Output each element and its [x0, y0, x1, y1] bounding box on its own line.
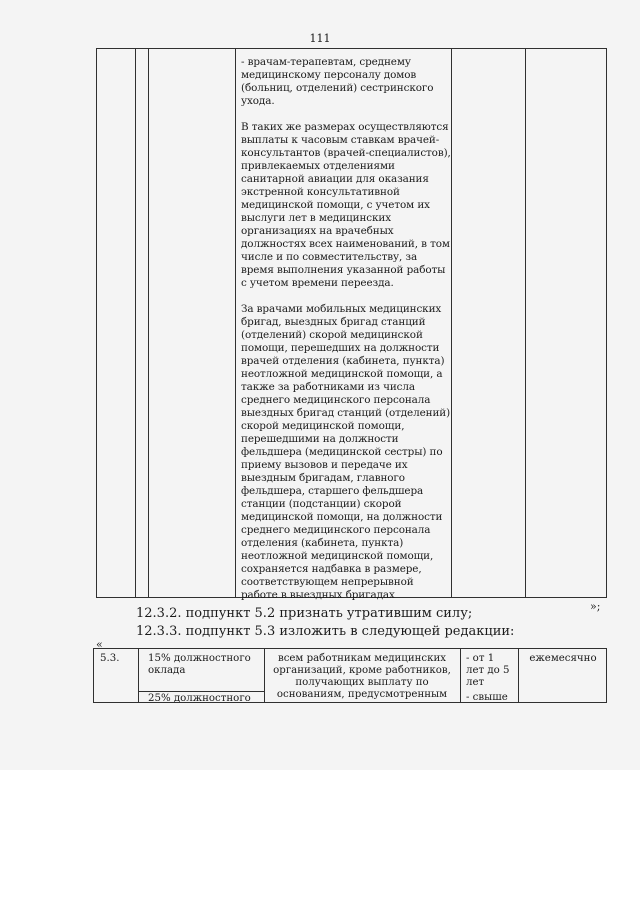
opening-quote: « — [96, 638, 103, 651]
cell-salary-15: 15% должностного оклада — [148, 653, 251, 676]
page-number: 111 — [309, 32, 331, 45]
closing-quote: »; — [590, 600, 601, 613]
column-divider — [264, 649, 265, 702]
column-divider — [138, 649, 139, 702]
table-new-edition — [93, 648, 607, 703]
row-divider — [139, 691, 265, 692]
column-divider — [525, 49, 526, 597]
column-divider — [135, 49, 136, 597]
column-divider — [235, 49, 236, 597]
paragraph-therapists: - врачам-терапевтам, среднему медицинскому персоналу домов (больниц, отделений) сестринского ухода. — [241, 56, 434, 107]
cell-item-number: 5.3. — [100, 653, 120, 664]
cell-period-1-5: - от 1 лет до 5 лет — [466, 653, 510, 688]
column-divider — [460, 649, 461, 702]
table-cell-description — [241, 56, 453, 602]
column-divider — [148, 49, 149, 597]
paragraph-consultants: В таких же размерах осуществляются выплаты к часовым ставкам врачей-консультантов (врачей-специалистов), привлекаемых отделениями санитарной авиации для оказания экстренной консультативной медицинской помощи, с учетом их выслуги лет в медицинских организациях на врачебных должностях всех наименований, в том числе и по совместительству, за время выполнения указанной работы с учетом времени переезда. — [241, 121, 451, 289]
item-12-3-3: 12.3.3. подпункт 5.3 изложить в следующей редакции: — [136, 624, 515, 639]
item-12-3-2: 12.3.2. подпункт 5.2 признать утратившим силу; — [136, 606, 473, 621]
cell-frequency: ежемесячно — [529, 653, 597, 664]
cell-salary-25: 25% должностного — [148, 693, 251, 703]
paragraph-mobile-brigades: За врачами мобильных медицинских бригад, выездных бригад станций (отделений) скорой медицинской помощи, перешедших на должности врачей отделения (кабинета, пункта) неотложной медицинской помощи, а также за работниками из числа среднего медицинского персонала выездных бригад станций (отделений) скорой медицинской помощи, перешедшими на должности фельдшера (медицинской сестры) по приему вызовов и передаче их выездным бригадам, главного фельдшера, старшего фельдшера станции (подстанции) скорой медицинской помощи, на должности среднего медицинского персонала отделения (кабинета, пункта) неотложной медицинской помощи, сохраняется надбавка в размере, соответствующем непрерывной работе в выездных бригадах — [241, 303, 451, 601]
cell-period-over: - свыше — [466, 692, 508, 703]
cell-recipients: всем работникам медицинских организаций, кроме работников, получающих выплату по основаниям, предусмотренным — [273, 653, 451, 700]
